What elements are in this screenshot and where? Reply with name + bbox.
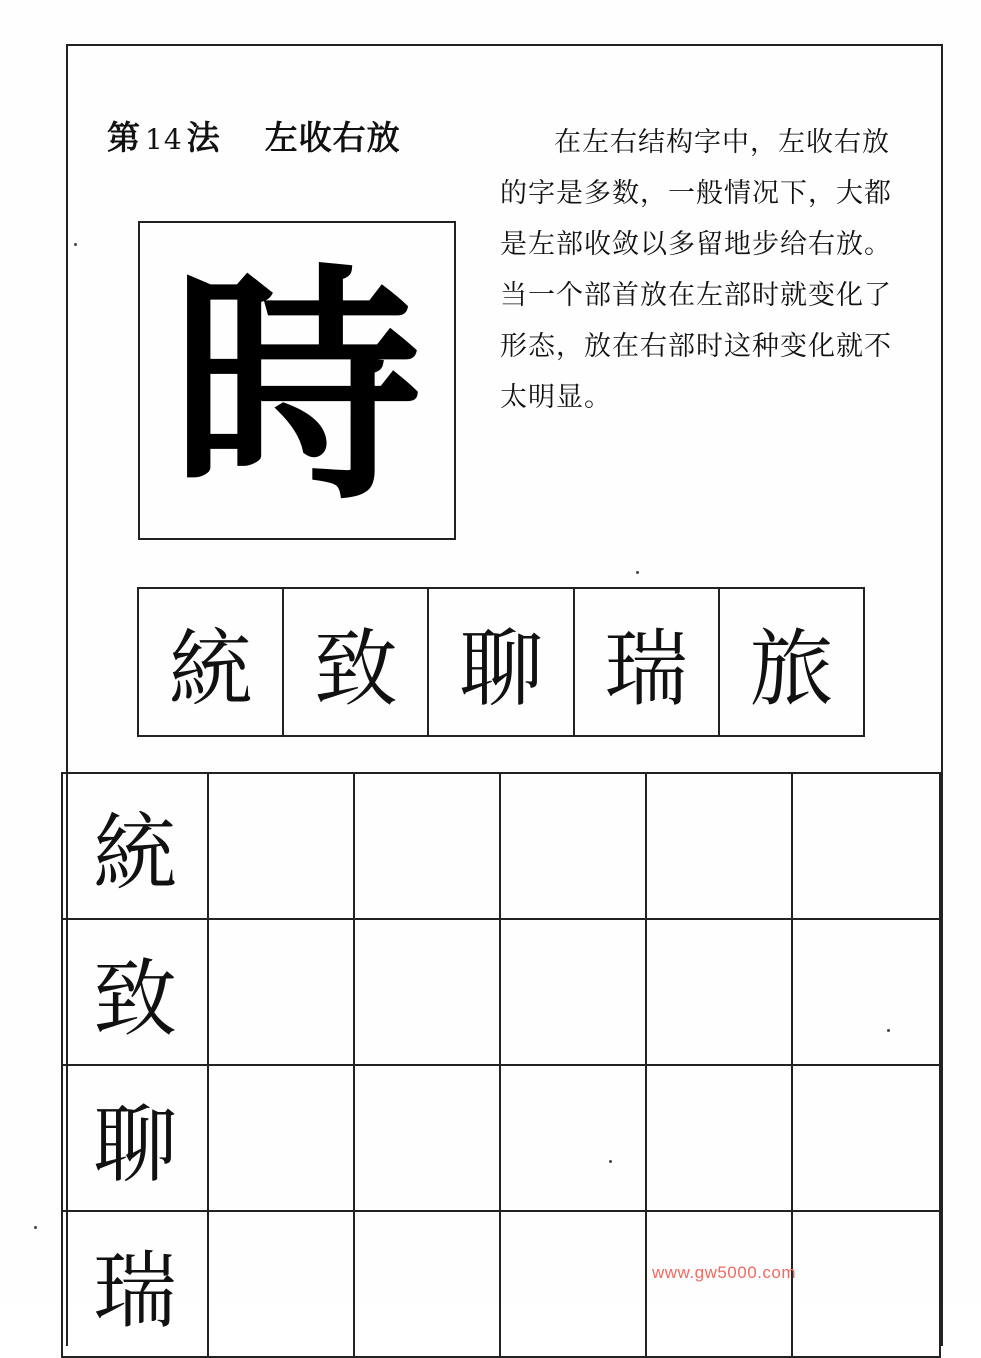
practice-blank-cell[interactable] bbox=[355, 1066, 501, 1212]
speck bbox=[74, 243, 77, 246]
practice-blank-cell[interactable] bbox=[355, 1212, 501, 1358]
example-cell bbox=[575, 589, 720, 735]
practice-model-cell bbox=[63, 1212, 209, 1358]
example-character: 統 bbox=[168, 619, 253, 718]
lesson-suffix: 法 bbox=[186, 118, 221, 157]
example-cell bbox=[284, 589, 429, 735]
speck bbox=[609, 1160, 612, 1163]
practice-blank-cell[interactable] bbox=[209, 920, 355, 1066]
example-cell bbox=[429, 589, 574, 735]
practice-blank-cell[interactable] bbox=[501, 1066, 647, 1212]
example-cell bbox=[139, 589, 284, 735]
lesson-name: 左收右放 bbox=[264, 118, 401, 157]
practice-blank-cell[interactable] bbox=[501, 1212, 647, 1358]
lesson-description: 在左右结构字中，左收右放的字是多数，一般情况下，大都是左部收敛以多留地步给右放。当一个部首放在左部时就变化了形态，放在右部时这种变化就不太明显。 bbox=[500, 127, 892, 413]
practice-blank-cell[interactable] bbox=[647, 920, 793, 1066]
practice-blank-cell[interactable] bbox=[501, 774, 647, 920]
practice-blank-cell[interactable] bbox=[647, 1212, 793, 1358]
practice-blank-cell[interactable] bbox=[355, 774, 501, 920]
practice-blank-cell[interactable] bbox=[793, 1066, 941, 1212]
practice-blank-cell[interactable] bbox=[793, 1212, 941, 1358]
speck bbox=[34, 1226, 37, 1229]
example-character: 聊 bbox=[459, 619, 544, 718]
watermark: www.gw5000.com bbox=[652, 1263, 797, 1282]
practice-model-character: 統 bbox=[92, 803, 177, 902]
example-characters-row bbox=[137, 587, 865, 737]
practice-blank-cell[interactable] bbox=[209, 774, 355, 920]
practice-blank-cell[interactable] bbox=[793, 774, 941, 920]
practice-grid bbox=[61, 772, 941, 1358]
practice-blank-cell[interactable] bbox=[793, 920, 941, 1066]
example-character: 瑞 bbox=[604, 619, 689, 718]
practice-model-character: 瑞 bbox=[92, 1241, 177, 1340]
lesson-number: 14 bbox=[145, 123, 183, 156]
example-character: 致 bbox=[313, 619, 398, 718]
practice-model-cell bbox=[63, 774, 209, 920]
main-character-box bbox=[138, 221, 456, 540]
practice-model-character: 聊 bbox=[92, 1095, 177, 1194]
lesson-title bbox=[107, 112, 401, 159]
practice-blank-cell[interactable] bbox=[647, 774, 793, 920]
practice-blank-cell[interactable] bbox=[647, 1066, 793, 1212]
example-cell bbox=[720, 589, 863, 735]
example-character: 旅 bbox=[749, 619, 834, 718]
practice-blank-cell[interactable] bbox=[209, 1066, 355, 1212]
practice-model-character: 致 bbox=[92, 949, 177, 1048]
practice-model-cell bbox=[63, 1066, 209, 1212]
main-character: 時 bbox=[172, 239, 422, 534]
practice-blank-cell[interactable] bbox=[209, 1212, 355, 1358]
lesson-prefix: 第 bbox=[107, 118, 141, 157]
practice-blank-cell[interactable] bbox=[355, 920, 501, 1066]
speck bbox=[887, 1029, 890, 1032]
speck bbox=[636, 571, 639, 574]
practice-model-cell bbox=[63, 920, 209, 1066]
practice-blank-cell[interactable] bbox=[501, 920, 647, 1066]
